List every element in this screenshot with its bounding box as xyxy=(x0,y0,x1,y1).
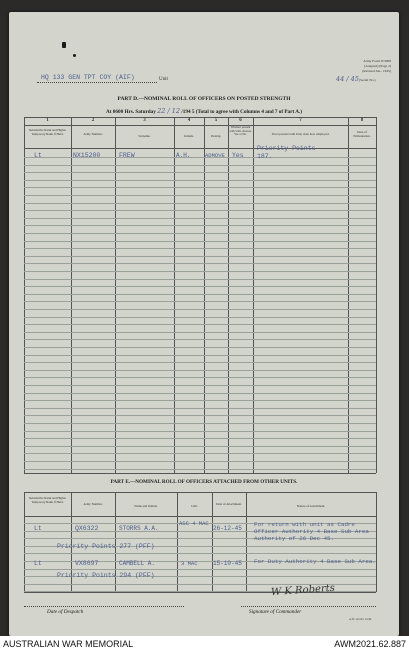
col-num-4: 4 xyxy=(187,118,191,123)
ruled-line xyxy=(24,400,376,401)
ruled-line xyxy=(24,332,376,333)
col-num-1: 1 xyxy=(46,118,49,123)
ruled-line xyxy=(24,446,376,447)
e-header-name: Name and Initials. xyxy=(134,504,158,508)
ruled-line xyxy=(24,165,376,166)
form-adapted: (Adapted) (Page 2) xyxy=(364,64,391,68)
ruled-line xyxy=(24,355,376,356)
commander-signature: W K Roberts xyxy=(270,582,336,599)
ruled-line xyxy=(24,301,376,302)
ruled-line xyxy=(24,256,376,257)
ruled-line xyxy=(24,286,376,287)
col-header-surname: Surname. xyxy=(138,134,151,138)
part-d-present: Yes xyxy=(232,152,244,159)
form-revised: (Revised Jan., 1945) xyxy=(362,69,391,73)
ruled-line xyxy=(24,362,376,363)
despatch-label: Date of Despatch xyxy=(47,609,84,615)
signature-label: Signature of Commander xyxy=(249,609,302,615)
date-year: /194 5 xyxy=(181,109,195,115)
col-num-6: 6 xyxy=(239,118,242,123)
date-prefix: At 0600 Hrs. Saturday xyxy=(106,109,156,115)
ruled-line xyxy=(24,370,376,371)
col-num-8: 8 xyxy=(360,118,364,123)
document-page xyxy=(9,12,399,636)
e-row2-unit: 3 MAC xyxy=(181,560,198,567)
part-e-title: PART E.—NOMINAL ROLL OF OFFICERS ATTACHED FROM OTHER UNITS. xyxy=(110,479,298,485)
ruled-line xyxy=(24,339,376,340)
part-d-number: NX15200 xyxy=(73,152,101,159)
col-header-posting: Posting. xyxy=(210,134,222,138)
ruled-line xyxy=(24,377,376,378)
form-id: Army Form W3008 xyxy=(363,59,391,63)
ruled-line xyxy=(24,203,376,204)
ruled-line xyxy=(24,438,376,439)
print-code: A.W. 1st Oct. 12/44 xyxy=(349,618,372,621)
ruled-line xyxy=(24,317,376,318)
e-header-nature: Nature of Attachment. xyxy=(296,504,326,508)
ruled-line xyxy=(24,271,376,272)
col-num-5: 5 xyxy=(214,118,218,123)
ruled-line xyxy=(24,469,376,470)
date-suffix: (Total to agree with Columns 4 and 7 of Part A.) xyxy=(195,109,302,115)
ruled-line xyxy=(24,423,376,424)
part-d-surname: FREW xyxy=(119,152,135,159)
ruled-line xyxy=(24,415,376,416)
col-num-3: 3 xyxy=(143,118,146,123)
part-d-employed: Priority Points 187. xyxy=(257,145,316,160)
e-row1-number: QX6322 xyxy=(75,525,99,532)
ruled-line xyxy=(24,210,376,211)
ruled-line xyxy=(24,263,376,264)
ruled-line xyxy=(24,187,376,188)
part-d-title: PART D.—NOMINAL ROLL OF OFFICERS ON POSTED STRENGTH xyxy=(117,96,291,102)
e-row1-nature: For return with unit as Cadre Officer Authority 4 Base Sub Area Authority of 26 Dec 45. xyxy=(254,521,369,542)
part-d-initials: A.H. xyxy=(176,152,191,159)
e-row1-priority: Priority Points 277 (PFF) xyxy=(57,543,155,550)
col-num-7: 7 xyxy=(299,118,302,123)
e-header-unit: Unit. xyxy=(191,504,198,508)
e-row1-unit: ASC 4 MAC xyxy=(179,520,209,527)
punch-mark xyxy=(73,54,76,57)
ruled-line xyxy=(24,309,376,310)
e-row2-priority: Priority Points 294 (PFF) xyxy=(57,572,155,579)
col-header-embarkation: Date of Embarkation. xyxy=(353,130,371,138)
ruled-line xyxy=(24,180,376,181)
caption-bar xyxy=(0,636,409,653)
footer-right: AWM2021.62.887 xyxy=(334,639,406,649)
col-header-number: Army Number. xyxy=(83,132,103,136)
date-value: 22 / 12 xyxy=(157,107,181,115)
col-header-rank: Substantive Rank and Higher Temporary Rank if Held. xyxy=(28,128,67,136)
ruled-line xyxy=(24,453,376,454)
serial-label: (Serial No.) xyxy=(359,78,376,82)
unit-name: HQ 133 GEN TPT COY (AIF) xyxy=(41,74,135,81)
punch-mark xyxy=(62,42,66,48)
ruled-line xyxy=(24,461,376,462)
footer-left: AUSTRALIAN WAR MEMORIAL xyxy=(3,639,134,649)
ruled-line xyxy=(24,324,376,325)
ruled-line xyxy=(24,569,376,570)
e-row1-rank: Lt xyxy=(34,525,42,532)
e-header-rank: Substantive Rank and Higher Temporary Rank if Held. xyxy=(28,496,67,504)
ruled-line xyxy=(24,279,376,280)
ruled-line xyxy=(24,408,376,409)
e-header-number: Army Number. xyxy=(83,502,103,506)
e-row2-number: VX8697 xyxy=(75,560,99,567)
e-row1-date: 26-12-45 xyxy=(213,525,242,532)
ruled-line xyxy=(24,294,376,295)
unit-label: Unit xyxy=(159,77,168,82)
ruled-line xyxy=(24,225,376,226)
col-header-initials: Initials. xyxy=(184,134,194,138)
e-row2-date: 15-10-45 xyxy=(213,560,242,567)
e-row1-name: STORRS A.A. xyxy=(119,525,159,532)
ruled-line xyxy=(24,347,376,348)
col-header-present: Whether present with Unit. Answer Yes or No. xyxy=(229,125,252,137)
ruled-line xyxy=(24,553,376,554)
serial-number: 44 / 45 xyxy=(336,75,359,83)
ruled-line xyxy=(24,195,376,196)
part-d-rank: Lt xyxy=(34,152,42,159)
e-row2-nature: For Duty Authority 4 Base Sub Area. xyxy=(254,558,376,565)
ruled-line xyxy=(24,172,376,173)
part-d-posting: ADMOVE xyxy=(205,152,225,159)
e-row2-rank: Lt xyxy=(34,560,42,567)
ruled-line xyxy=(24,233,376,234)
e-row2-name: CAMBELL A. xyxy=(119,560,156,567)
ruled-line xyxy=(24,385,376,386)
ruled-line xyxy=(24,431,376,432)
ruled-line xyxy=(24,248,376,249)
ruled-line xyxy=(24,218,376,219)
date-line xyxy=(9,107,399,115)
ruled-line xyxy=(24,241,376,242)
ruled-line xyxy=(24,393,376,394)
col-header-employed: If not present with Unit, state how employed. xyxy=(271,132,330,136)
e-header-date: Date of Attachment. xyxy=(216,502,242,506)
col-num-2: 2 xyxy=(91,118,95,123)
